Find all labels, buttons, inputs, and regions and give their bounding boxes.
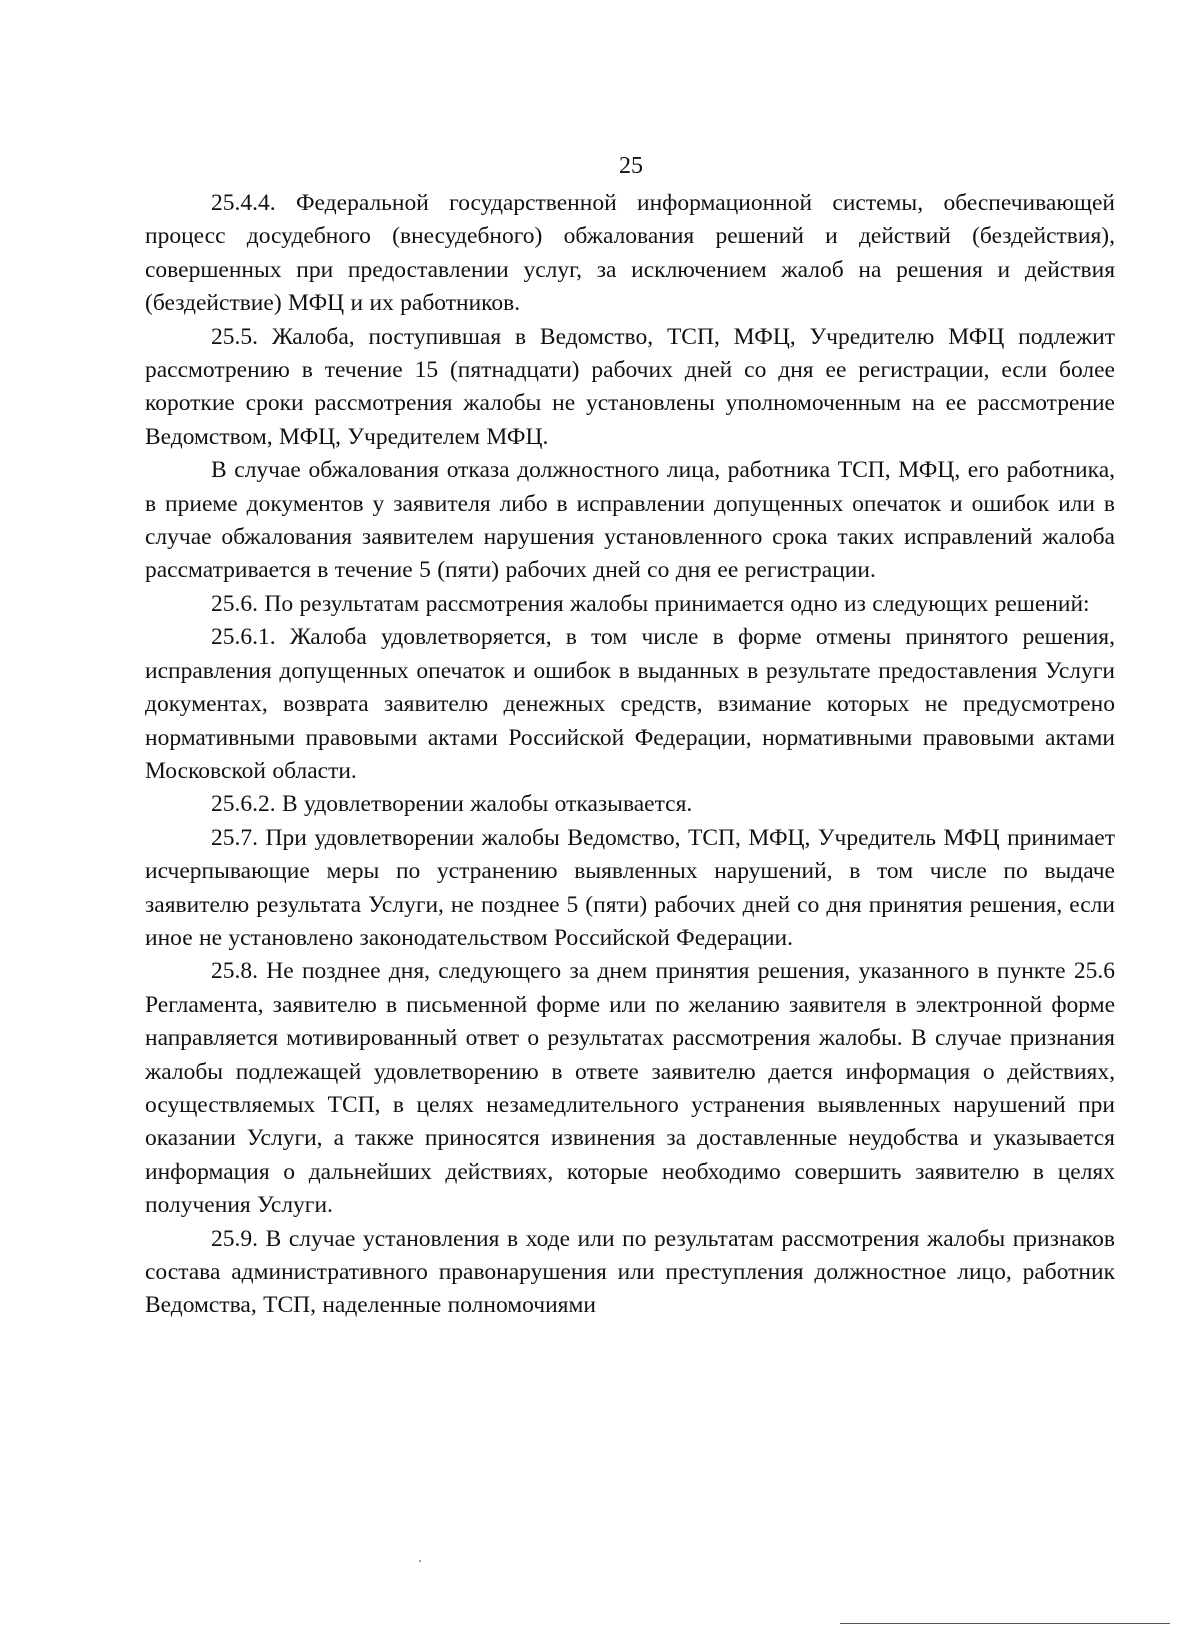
paragraph-25-6-1: 25.6.1. Жалоба удовлетворяется, в том числе в форме отмены принятого решения, исправления допущенных опечаток и ошибок в выданных в результате предоставления Услуги документах, возврата заявителю денежных средств, взимание которых не предусмотрено нормативными правовыми актами Российской Федерации, нормативными правовыми актами Московской области. bbox=[145, 624, 1115, 784]
page-number: 25 bbox=[619, 153, 643, 179]
paragraph-25-7: 25.7. При удовлетворении жалобы Ведомство, ТСП, МФЦ, Учредитель МФЦ принимает исчерпывающие меры по устранению выявленных нарушений, в том числе по выдаче заявителю результата Услуги, не позднее 5 (пяти) рабочих дней со дня принятия решения, если иное не установлено законодательством Российской Федерации. bbox=[145, 824, 1115, 951]
paragraph-25-5-appeal-refusal: В случае обжалования отказа должностного лица, работника ТСП, МФЦ, его работника, в приеме документов у заявителя либо в исправлении допущенных опечаток и ошибок или в случае обжалования заявителем нарушения установленного срока таких исправлений жалоба рассматривается в течение 5 (пяти) рабочих дней со дня ее регистрации. bbox=[145, 457, 1115, 584]
paragraph-25-8: 25.8. Не позднее дня, следующего за днем принятия решения, указанного в пункте 25.6 Регламента, заявителю в письменной форме или по желанию заявителя в электронной форме направляется мотивированный ответ о результатах рассмотрения жалобы. В случае признания жалобы подлежащей удовлетворению в ответе заявителю дается информация о действиях, осуществляемых ТСП, в целях незамедлительного устранения выявленных нарушений при оказании Услуги, а также приносятся извинения за доставленные неудобства и указывается информация о дальнейших действиях, которые необходимо совершить заявителю в целях получения Услуги. bbox=[145, 958, 1115, 1219]
scan-artifact bbox=[419, 1560, 421, 1562]
document-body bbox=[145, 187, 1115, 1323]
bottom-rule bbox=[840, 1623, 1170, 1624]
paragraph-25-9: 25.9. В случае установления в ходе или по результатам рассмотрения жалобы признаков состава административного правонарушения или преступления должностное лицо, работник Ведомства, ТСП, наделенные полномочиями bbox=[145, 1225, 1115, 1319]
paragraph-25-6-2: 25.6.2. В удовлетворении жалобы отказывается. bbox=[211, 791, 693, 818]
paragraph-25-4-4: 25.4.4. Федеральной государственной информационной системы, обеспечивающей процесс досудебного (внесудебного) обжалования решений и действий (бездействия), совершенных при предоставлении услуг, за исключением жалоб на решения и действия (бездействие) МФЦ и их работников. bbox=[145, 190, 1115, 317]
paragraph-25-5: 25.5. Жалоба, поступившая в Ведомство, ТСП, МФЦ, Учредителю МФЦ подлежит рассмотрению в течение 15 (пятнадцати) рабочих дней со дня ее регистрации, если более короткие сроки рассмотрения жалобы не установлены уполномоченным на ее рассмотрение Ведомством, МФЦ, Учредителем МФЦ. bbox=[145, 323, 1115, 450]
paragraph-25-6: 25.6. По результатам рассмотрения жалобы принимается одно из следующих решений: bbox=[211, 590, 1090, 617]
